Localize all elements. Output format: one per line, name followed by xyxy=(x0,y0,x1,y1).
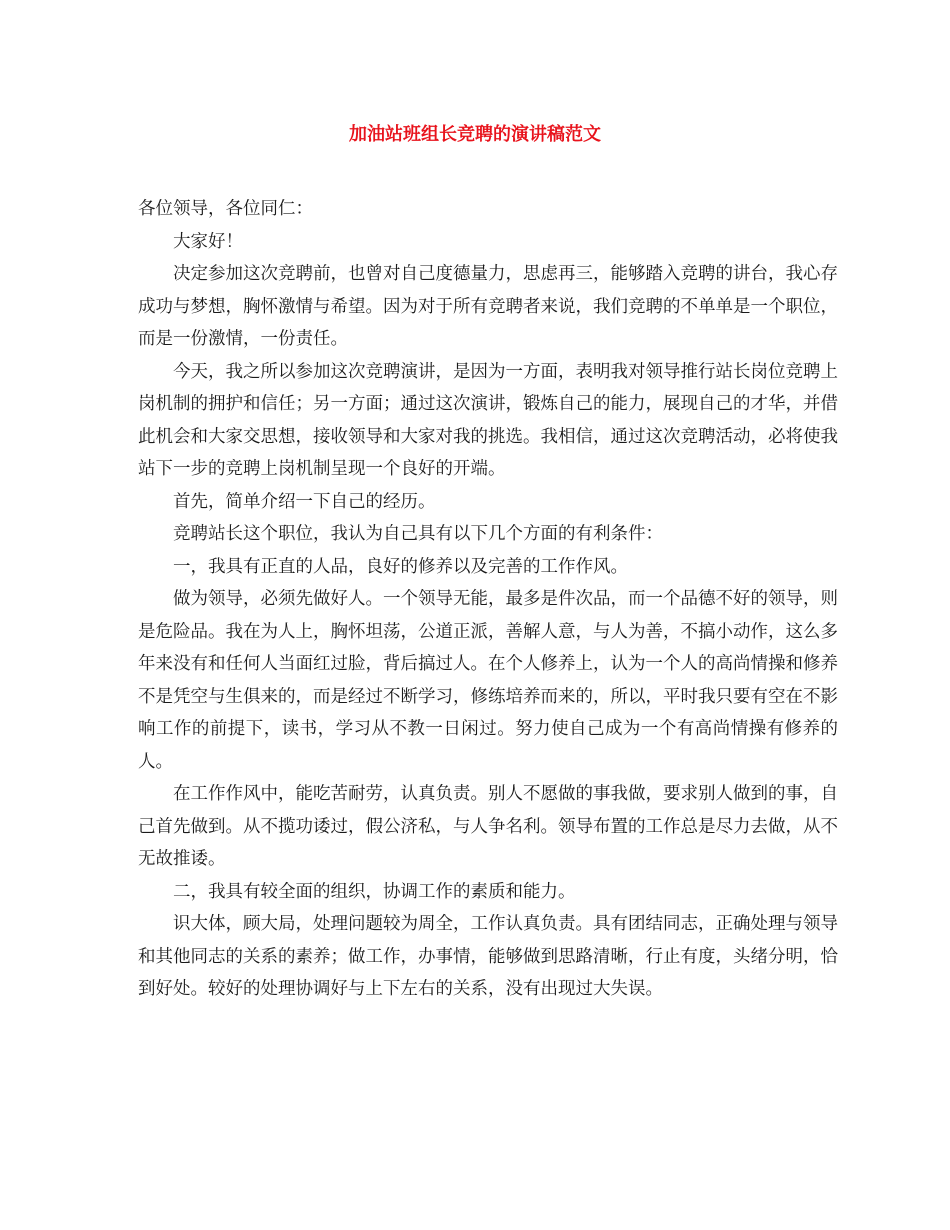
paragraph-greeting: 大家好！ xyxy=(173,231,243,252)
paragraph-point-one: 一，我具有正直的人品，良好的修养以及完善的工作作风。 xyxy=(173,556,628,577)
paragraph-intro: 首先，简单介绍一下自己的经历。 xyxy=(173,491,436,512)
document-title: 加油站班组长竞聘的演讲稿范文 xyxy=(349,124,601,145)
paragraph-purpose: 今天，我之所以参加这次竞聘演讲，是因为一方面，表明我对领导推行站长岗位竞聘上岗机制的拥护和信任；另一方面；通过这次演讲，锻炼自己的能力，展现自己的才华，并借此机会和大家交思想，接收领导和大家对我的挑选。我相信，通过这次竞聘活动，必将使我站下一步的竞聘上岗机制呈现一个良好的开端。 xyxy=(138,361,838,479)
paragraph-point-two: 二，我具有较全面的组织，协调工作的素质和能力。 xyxy=(173,881,576,902)
paragraph-character: 做为领导，必须先做好人。一个领导无能，最多是件次品，而一个品德不好的领导，则是危险品。我在为人上，胸怀坦荡，公道正派，善解人意，与人为善，不搞小动作，这么多年来没有和任何人当面红过脸，背后搞过人。在个人修养上，认为一个人的高尚情操和修养不是凭空与生俱来的，而是经过不断学习，修练培养而来的，所以，平时我只要有空在不影响工作的前提下，读书，学习从不教一日闲过。努力使自己成为一个有高尚情操有修养的人。 xyxy=(138,589,838,772)
paragraph-conditions: 竞聘站长这个职位，我认为自己具有以下几个方面的有利条件： xyxy=(173,524,663,544)
paragraph-coordination: 识大体，顾大局，处理问题较为周全，工作认真负责。具有团结同志，正确处理与领导和其他同志的关系的素养；做工作，办事情，能够做到思路清晰，行止有度，头绪分明，恰到好处。较好的处理协调好与上下左右的关系，没有出现过大失误。 xyxy=(138,914,838,999)
paragraph-decision: 决定参加这次竞聘前，也曾对自己度德量力，思虑再三，能够踏入竞聘的讲台，我心存成功与梦想，胸怀激情与希望。因为对于所有竞聘者来说，我们竞聘的不单单是一个职位，而是一份激情，一份责任。 xyxy=(138,264,838,349)
salutation: 各位领导，各位同仁： xyxy=(138,199,313,219)
document-body xyxy=(138,193,838,1006)
paragraph-work-style: 在工作作风中，能吃苦耐劳，认真负责。别人不愿做的事我做，要求别人做到的事，自己首先做到。从不揽功诿过，假公济私，与人争名利。领导布置的工作总是尽力去做，从不无故推诿。 xyxy=(138,784,838,869)
